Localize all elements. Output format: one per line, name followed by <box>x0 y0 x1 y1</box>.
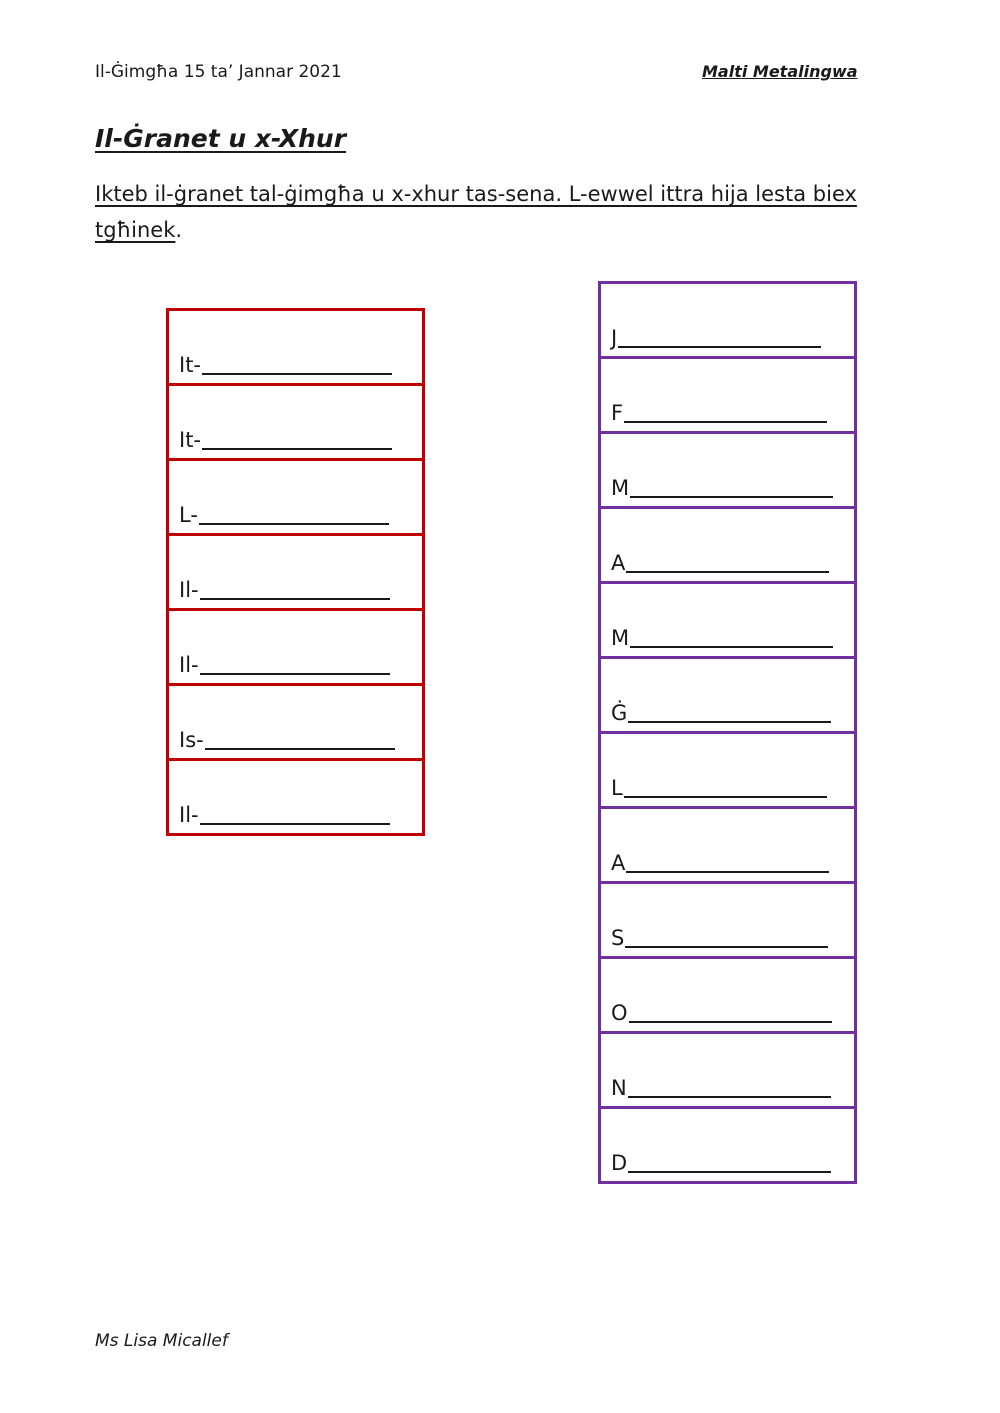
day-box <box>169 536 422 611</box>
month-box <box>601 434 854 509</box>
month-answer-line[interactable] <box>629 1020 832 1023</box>
day-answer-line[interactable] <box>202 447 392 450</box>
month-box <box>601 359 854 434</box>
day-answer-line[interactable] <box>205 747 395 750</box>
day-box <box>169 761 422 833</box>
month-answer-line[interactable] <box>618 345 821 348</box>
month-answer-line[interactable] <box>628 1170 831 1173</box>
month-box <box>601 284 854 359</box>
month-box <box>601 734 854 809</box>
month-answer-line[interactable] <box>625 945 828 948</box>
day-prefix: It- <box>179 428 202 452</box>
month-box <box>601 959 854 1034</box>
month-initial: F <box>611 401 624 425</box>
month-initial: Ġ <box>611 701 628 725</box>
month-initial: S <box>611 926 625 950</box>
month-initial: D <box>611 1151 628 1175</box>
month-initial: A <box>611 551 626 575</box>
day-prefix: It- <box>179 353 202 377</box>
day-box <box>169 461 422 536</box>
footer-author: Ms Lisa Micallef <box>95 1331 228 1351</box>
month-answer-line[interactable] <box>630 645 833 648</box>
day-box <box>169 311 422 386</box>
instructions-text: Ikteb il-ġranet tal-ġimgħa u x-xhur tas-sena. L-ewwel ittra hija lesta biex tgħinek <box>95 182 857 242</box>
month-answer-line[interactable] <box>626 870 829 873</box>
day-answer-line[interactable] <box>199 522 389 525</box>
month-box <box>601 809 854 884</box>
month-answer-line[interactable] <box>626 570 829 573</box>
header-subject: Malti Metalingwa <box>702 62 858 81</box>
month-box <box>601 884 854 959</box>
month-box <box>601 1109 854 1181</box>
month-box <box>601 1034 854 1109</box>
day-box <box>169 386 422 461</box>
month-box <box>601 584 854 659</box>
month-answer-line[interactable] <box>628 1095 831 1098</box>
day-box <box>169 611 422 686</box>
instructions <box>95 176 895 248</box>
day-prefix: Il- <box>179 578 199 602</box>
day-prefix: Il- <box>179 803 199 827</box>
header-date: Il-Ġimgħa 15 ta’ Jannar 2021 <box>95 62 342 82</box>
day-answer-line[interactable] <box>200 597 390 600</box>
day-answer-line[interactable] <box>200 822 390 825</box>
month-initial: L <box>611 776 623 800</box>
month-initial: A <box>611 851 626 875</box>
month-box <box>601 659 854 734</box>
month-box <box>601 509 854 584</box>
month-answer-line[interactable] <box>624 420 827 423</box>
month-answer-line[interactable] <box>628 720 831 723</box>
page-title: Il-Ġranet u x-Xhur <box>95 124 347 153</box>
month-initial: J <box>611 326 618 350</box>
day-answer-line[interactable] <box>200 672 390 675</box>
month-answer-line[interactable] <box>624 795 827 798</box>
day-prefix: Il- <box>179 653 199 677</box>
instructions-end: . <box>175 218 183 242</box>
month-answer-line[interactable] <box>630 495 833 498</box>
day-prefix: Is- <box>179 728 204 752</box>
day-answer-line[interactable] <box>202 372 392 375</box>
months-column <box>598 281 857 1184</box>
month-initial: M <box>611 476 630 500</box>
month-initial: N <box>611 1076 627 1100</box>
day-prefix: L- <box>179 503 198 527</box>
month-initial: O <box>611 1001 628 1025</box>
days-column <box>166 308 425 836</box>
month-initial: M <box>611 626 630 650</box>
day-box <box>169 686 422 761</box>
